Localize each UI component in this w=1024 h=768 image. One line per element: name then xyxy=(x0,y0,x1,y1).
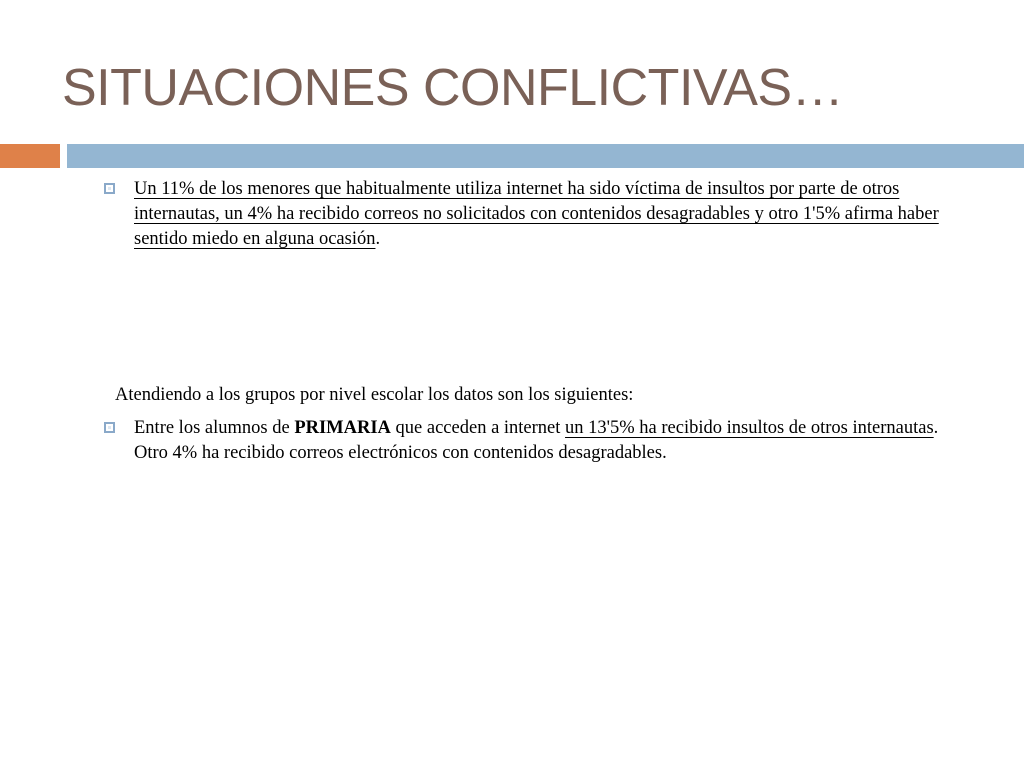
bold-primaria: PRIMARIA xyxy=(294,418,391,438)
bullet-item-primaria xyxy=(104,416,954,466)
text-segment: que acceden a internet xyxy=(390,418,566,438)
bullet-item-general-stats xyxy=(104,177,954,252)
accent-bar-blue xyxy=(67,144,1024,168)
text-segment: . Otro 4% ha recibido correos electrónicos con contenidos desagradables. xyxy=(134,418,939,463)
slide-title: SITUACIONES CONFLICTIVAS… xyxy=(62,59,844,117)
square-bullet-icon xyxy=(104,183,115,194)
bullet-text xyxy=(134,177,954,252)
accent-bar-orange xyxy=(0,144,60,168)
text-segment: Entre los alumnos de xyxy=(134,418,295,438)
underlined-stats-text: Un 11% de los menores que habitualmente utiliza internet ha sido víctima de insultos por parte de otros internautas, un 4% ha recibido correos no solicitados con contenidos desagradables y otro 1'5% afirma haber sentido miedo en alguna ocasión xyxy=(134,179,939,249)
square-bullet-icon xyxy=(104,422,115,433)
underlined-stat: un 13'5% ha recibido insultos de otros internautas xyxy=(565,418,934,438)
intro-line: Atendiendo a los grupos por nivel escolar los datos son los siguientes: xyxy=(115,385,634,405)
bullet-text xyxy=(134,416,954,466)
bullet-end-punctuation: . xyxy=(375,229,381,249)
